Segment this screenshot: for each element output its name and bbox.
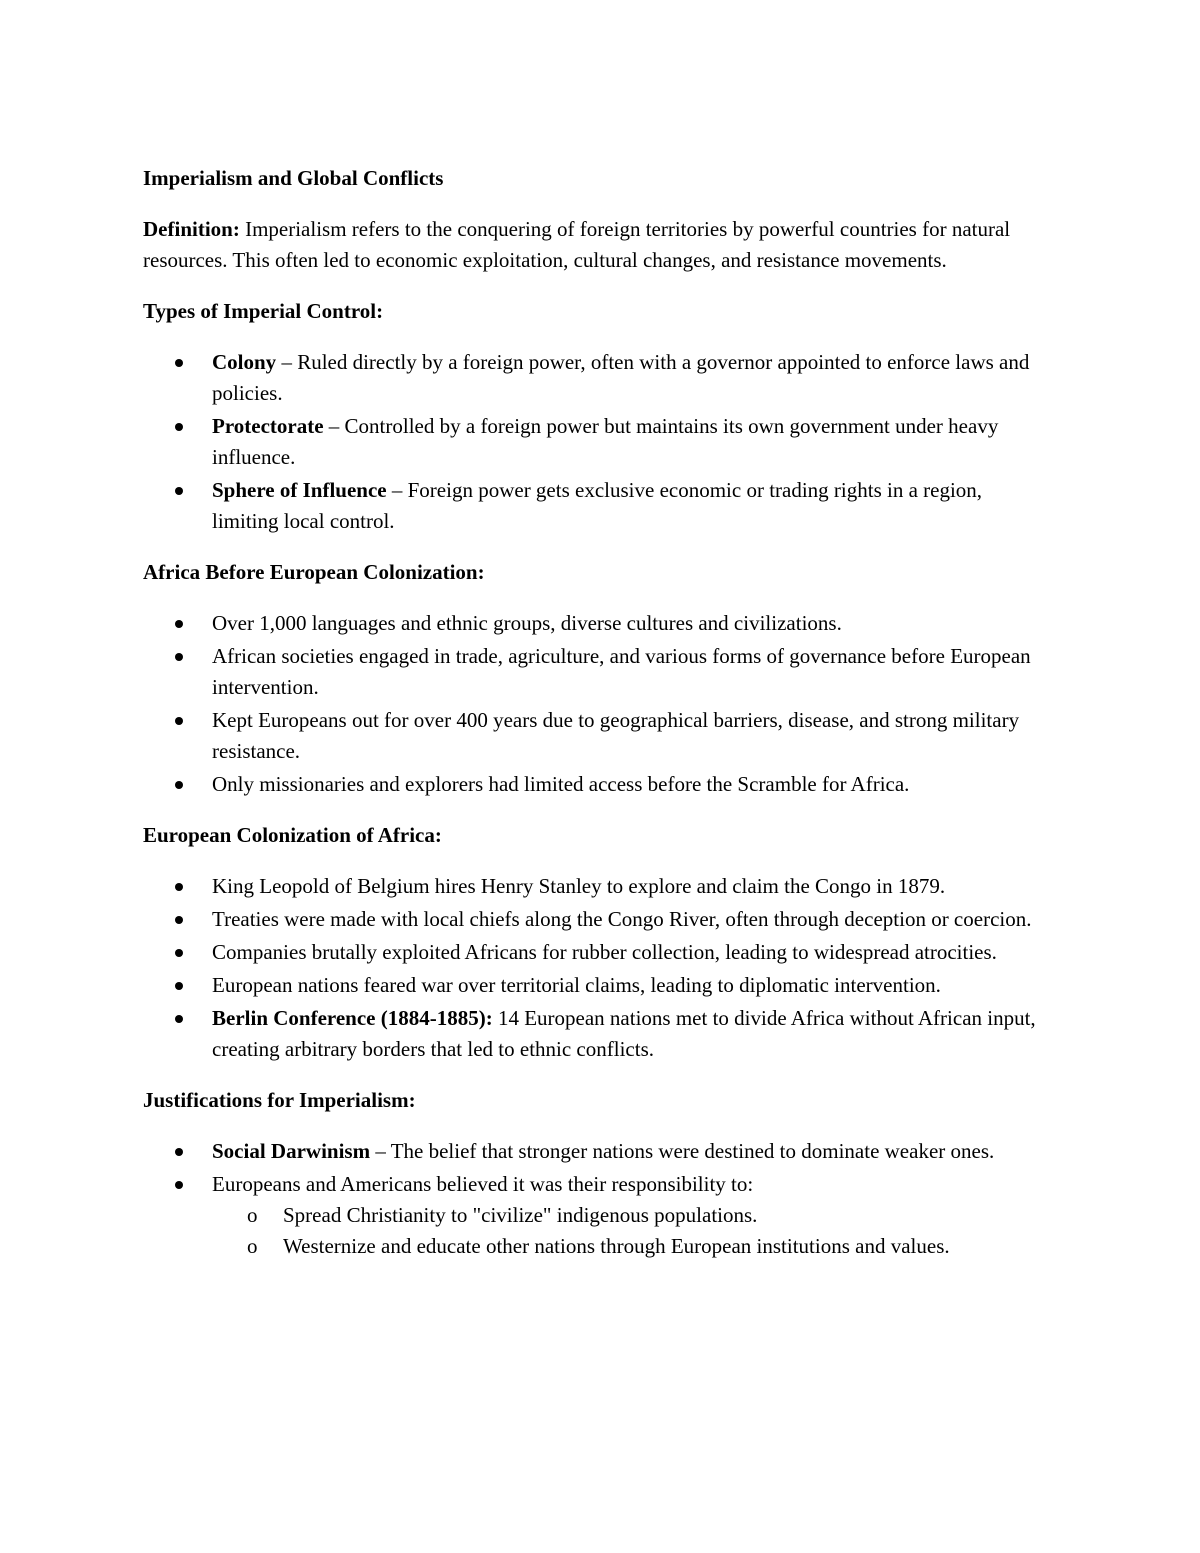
list-item-text: Over 1,000 languages and ethnic groups, diverse cultures and civilizations.: [212, 611, 842, 635]
list-item-text: King Leopold of Belgium hires Henry Stanley to explore and claim the Congo in 1879.: [212, 874, 946, 898]
list-item-berlin-conference: [143, 1003, 1053, 1065]
circle-bullet-icon: o: [247, 1234, 258, 1258]
justifications-list: [143, 1136, 1053, 1262]
european-colonization-heading: European Colonization of Africa:: [143, 823, 442, 847]
text-colony: – Ruled directly by a foreign power, often with a governor appointed to enforce laws and policies.: [212, 350, 1030, 405]
text-protectorate: – Controlled by a foreign power but maintains its own government under heavy influence.: [212, 414, 999, 469]
types-heading: Types of Imperial Control:: [143, 299, 384, 323]
list-item: [143, 705, 1053, 767]
bullet-icon: [175, 1015, 183, 1023]
justifications-heading: Justifications for Imperialism:: [143, 1088, 416, 1112]
document-page: [143, 163, 1053, 1282]
bullet-icon: [175, 1148, 183, 1156]
term-social-darwinism: Social Darwinism: [212, 1139, 371, 1163]
list-item-text: Treaties were made with local chiefs along the Congo River, often through deception or coercion.: [212, 907, 1032, 931]
definition-label: Definition:: [143, 217, 240, 241]
sub-list-item-text: Spread Christianity to "civilize" indigenous populations.: [283, 1203, 758, 1227]
text-social-darwinism: – The belief that stronger nations were destined to dominate weaker ones.: [370, 1139, 995, 1163]
africa-before-list: [143, 608, 1053, 800]
definition-paragraph: [143, 214, 1053, 276]
list-item-sphere: [143, 475, 1053, 537]
list-item: [143, 904, 1053, 935]
list-item: [143, 937, 1053, 968]
bullet-icon: [175, 423, 183, 431]
definition-text: Imperialism refers to the conquering of foreign territories by powerful countries for natural resources. This often led to economic exploitation, cultural changes, and resistance movements.: [143, 217, 1011, 272]
list-item-text: European nations feared war over territorial claims, leading to diplomatic intervention.: [212, 973, 941, 997]
list-item: [143, 608, 1053, 639]
bullet-icon: [175, 359, 183, 367]
types-list: [143, 347, 1053, 537]
list-item-text: Only missionaries and explorers had limited access before the Scramble for Africa.: [212, 772, 910, 796]
sub-list-item: [212, 1200, 1053, 1231]
term-berlin-conference: Berlin Conference (1884-1885):: [212, 1006, 493, 1030]
list-item: [143, 769, 1053, 800]
document-title: Imperialism and Global Conflicts: [143, 166, 444, 190]
list-item: [143, 871, 1053, 902]
term-colony: Colony: [212, 350, 277, 374]
text-berlin-conference: 14 European nations met to divide Africa without African input, creating arbitrary borders that led to ethnic conflicts.: [212, 1006, 1036, 1061]
text-sphere: – Foreign power gets exclusive economic or trading rights in a region, limiting local control.: [212, 478, 983, 533]
bullet-icon: [175, 949, 183, 957]
bullet-icon: [175, 653, 183, 661]
list-item-text: African societies engaged in trade, agriculture, and various forms of governance before European intervention.: [212, 644, 1031, 699]
list-item-text: Companies brutally exploited Africans for rubber collection, leading to widespread atrocities.: [212, 940, 997, 964]
bullet-icon: [175, 620, 183, 628]
bullet-icon: [175, 717, 183, 725]
bullet-icon: [175, 781, 183, 789]
circle-bullet-icon: o: [247, 1203, 258, 1227]
bullet-icon: [175, 883, 183, 891]
sub-list-item: [212, 1231, 1053, 1262]
responsibility-sublist: [212, 1200, 1053, 1262]
list-item-text: Kept Europeans out for over 400 years due to geographical barriers, disease, and strong military resistance.: [212, 708, 1020, 763]
european-colonization-list: [143, 871, 1053, 1065]
list-item-protectorate: [143, 411, 1053, 473]
list-item-responsibility: [143, 1169, 1053, 1262]
bullet-icon: [175, 982, 183, 990]
list-item: [143, 641, 1053, 703]
bullet-icon: [175, 1181, 183, 1189]
africa-before-heading: Africa Before European Colonization:: [143, 560, 485, 584]
list-item-colony: [143, 347, 1053, 409]
bullet-icon: [175, 916, 183, 924]
list-item-social-darwinism: [143, 1136, 1053, 1167]
term-protectorate: Protectorate: [212, 414, 324, 438]
bullet-icon: [175, 487, 183, 495]
list-item: [143, 970, 1053, 1001]
sub-list-item-text: Westernize and educate other nations through European institutions and values.: [283, 1234, 950, 1258]
list-item-text: Europeans and Americans believed it was their responsibility to:: [212, 1172, 754, 1196]
term-sphere: Sphere of Influence: [212, 478, 387, 502]
